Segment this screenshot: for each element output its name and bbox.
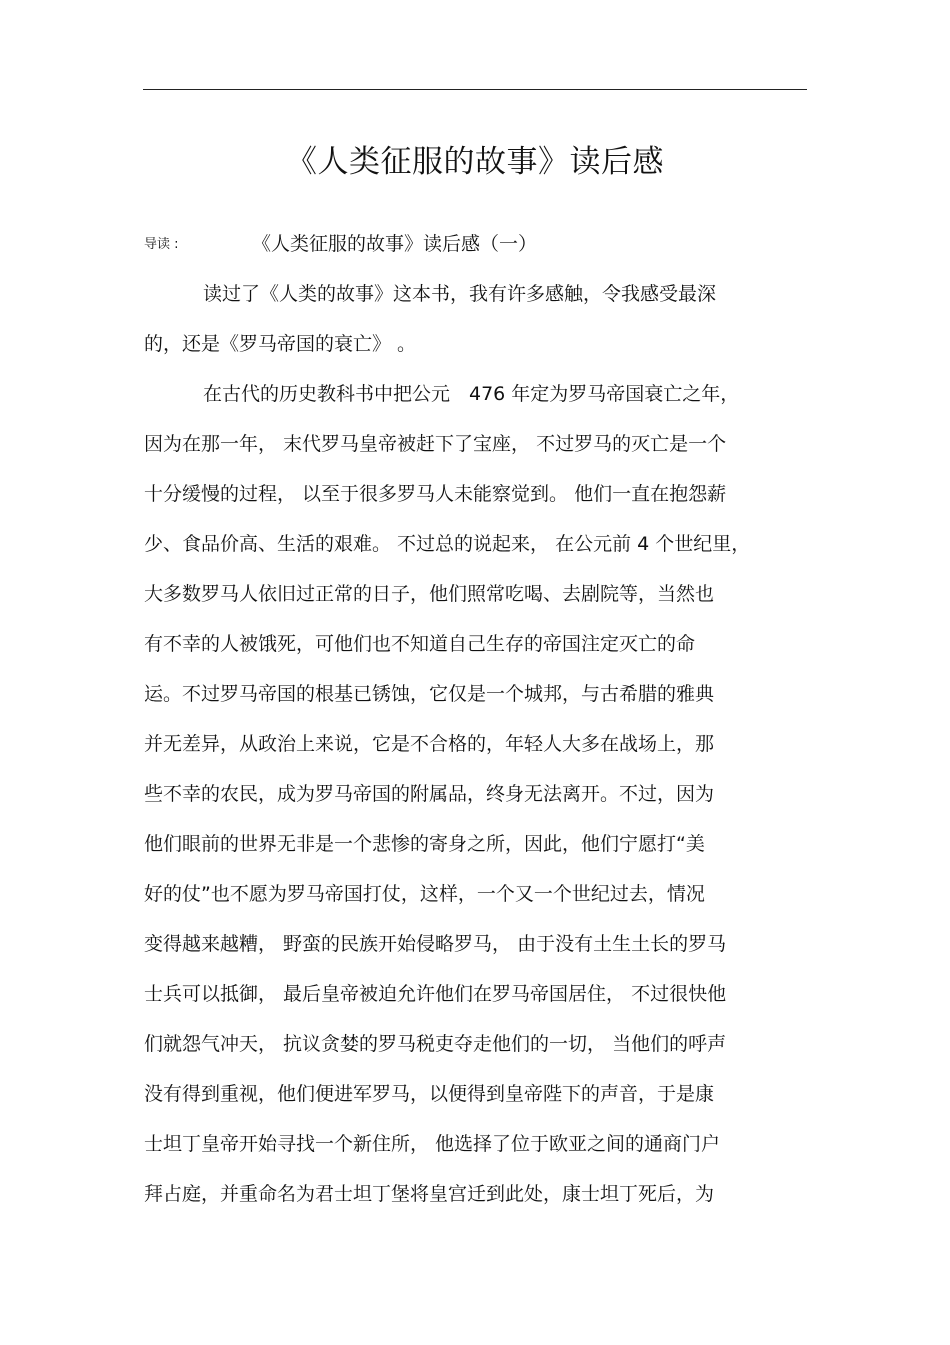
body-line-4: 因为在那一年， 末代罗马皇帝被赶下了宝座， 不过罗马的灭亡是一个 bbox=[144, 433, 727, 455]
body-line-12: 他们眼前的世界无非是一个悲惨的寄身之所，因此，他们宁愿打“美 bbox=[144, 833, 705, 855]
body-line-18: 士坦丁皇帝开始寻找一个新住所， 他选择了位于欧亚之间的通商门户 bbox=[144, 1133, 721, 1155]
body-line-13: 好的仗”也不愿为罗马帝国打仗，这样，一个又一个世纪过去，情况 bbox=[144, 883, 705, 905]
body-line-17: 没有得到重视，他们便进军罗马，以便得到皇帝陛下的声音，于是康 bbox=[144, 1083, 715, 1105]
body-line-1: 读过了《人类的故事》这本书，我有许多感触，令我感受最深 bbox=[203, 283, 717, 305]
top-divider bbox=[143, 89, 807, 90]
body-line-16: 们就怨气冲天， 抗议贪婪的罗马税吏夺走他们的一切， 当他们的呼声 bbox=[144, 1033, 727, 1055]
page-title: 《人类征服的故事》读后感 bbox=[286, 144, 664, 180]
body-line-8: 有不幸的人被饿死，可他们也不知道自己生存的帝国注定灭亡的命 bbox=[144, 633, 696, 655]
body-line-19: 拜占庭，并重命名为君士坦丁堡将皇宫迁到此处，康士坦丁死后，为 bbox=[144, 1183, 715, 1205]
body-line-14: 变得越来越糟， 野蛮的民族开始侵略罗马， 由于没有土生土长的罗马 bbox=[144, 933, 727, 955]
body-line-15: 士兵可以抵御， 最后皇帝被迫允许他们在罗马帝国居住， 不过很快他 bbox=[144, 983, 727, 1005]
body-line-2: 的，还是《罗马帝国的衰亡》 。 bbox=[144, 333, 417, 355]
body-line-11: 些不幸的农民，成为罗马帝国的附属品，终身无法离开。不过，因为 bbox=[144, 783, 715, 805]
body-line-3: 在古代的历史教科书中把公元 476 年定为罗马帝国衰亡之年， bbox=[203, 383, 740, 405]
body-line-5: 十分缓慢的过程， 以至于很多罗马人未能察觉到。 他们一直在抱怨薪 bbox=[144, 483, 727, 505]
body-line-6: 少、食品价高、生活的艰难。 不过总的说起来， 在公元前 4 个世纪里， bbox=[144, 533, 751, 555]
body-line-10: 并无差异，从政治上来说，它是不合格的，年轻人大多在战场上，那 bbox=[144, 733, 715, 755]
intro-text: 《人类征服的故事》读后感（一） bbox=[252, 233, 538, 255]
body-line-7: 大多数罗马人依旧过正常的日子，他们照常吃喝、去剧院等，当然也 bbox=[144, 583, 715, 605]
intro-label: 导读 : bbox=[144, 237, 179, 252]
body-line-9: 运。不过罗马帝国的根基已锈蚀，它仅是一个城邦，与古希腊的雅典 bbox=[144, 683, 715, 705]
